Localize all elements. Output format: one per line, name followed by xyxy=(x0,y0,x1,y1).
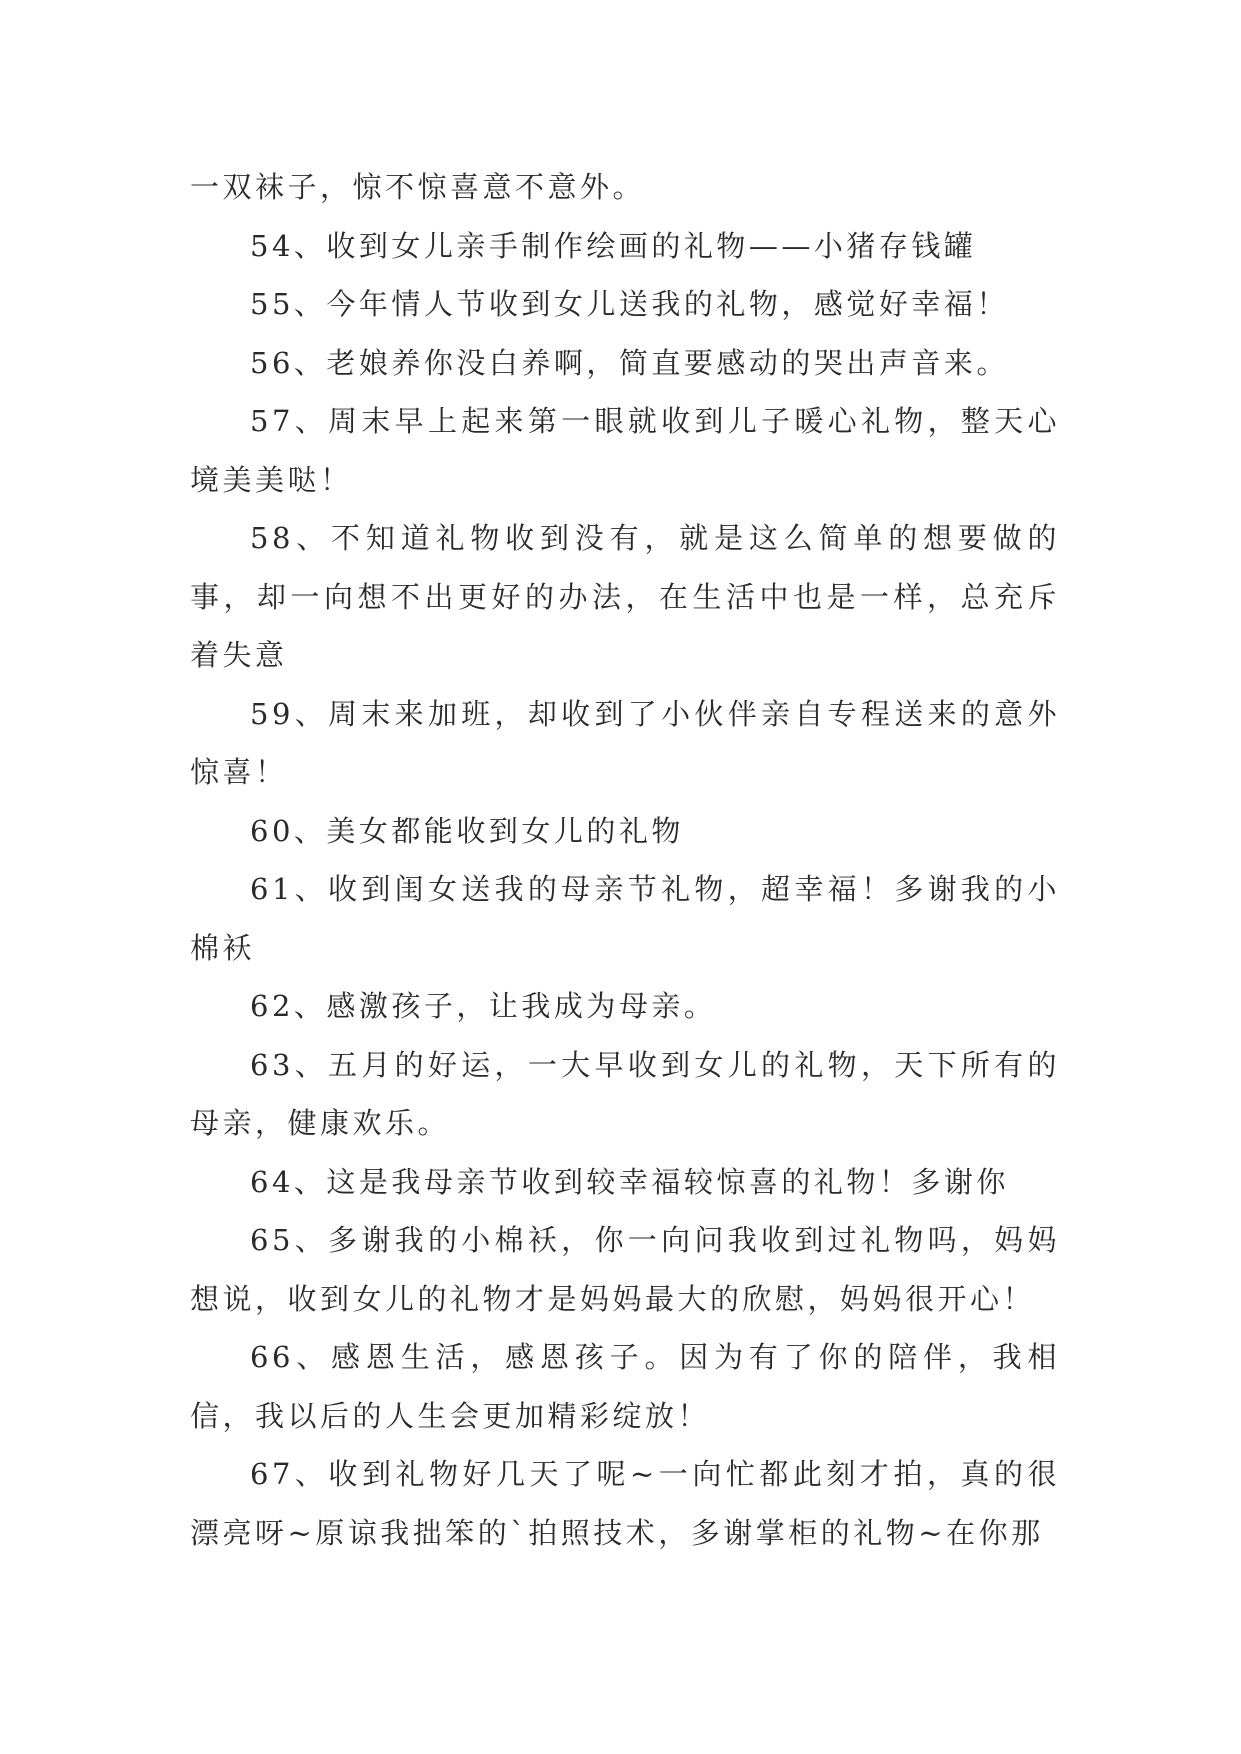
paragraph-item-57: 57、周末早上起来第一眼就收到儿子暖心礼物，整天心境美美哒！ xyxy=(190,404,1060,497)
paragraph-item-55: 55、今年情人节收到女儿送我的礼物，感觉好幸福！ xyxy=(250,287,1009,321)
paragraph-item-66: 66、感恩生活，感恩孩子。因为有了你的陪伴，我相信，我以后的人生会更加精彩绽放！ xyxy=(190,1340,1060,1433)
paragraph-item-67: 67、收到礼物好几天了呢~一向忙都此刻才拍，真的很漂亮呀~原谅我拙笨的`拍照技术，多谢掌柜的礼物~在你那 xyxy=(190,1457,1060,1550)
paragraph-item-64: 64、这是我母亲节收到较幸福较惊喜的礼物！多谢你 xyxy=(250,1164,1009,1199)
paragraph-item-56: 56、老娘养你没白养啊，简直要感动的哭出声音来。 xyxy=(250,345,1009,380)
paragraph-item-63: 63、五月的好运，一大早收到女儿的礼物，天下所有的母亲，健康欢乐。 xyxy=(190,1047,1060,1140)
paragraph-item-60: 60、美女都能收到女儿的礼物 xyxy=(250,813,684,848)
paragraph-item-61: 61、收到闺女送我的母亲节礼物，超幸福！多谢我的小棉袄 xyxy=(190,872,1060,965)
paragraph-item-58: 58、不知道礼物收到没有，就是这么简单的想要做的事，却一向想不出更好的办法，在生活中也是一样，总充斥着失意 xyxy=(190,521,1060,672)
paragraph-item-54: 54、收到女儿亲手制作绘画的礼物——小猪存钱罐 xyxy=(250,228,977,263)
paragraph-continuation: 一双袜子，惊不惊喜意不意外。 xyxy=(190,170,646,204)
paragraph-item-62: 62、感激孩子，让我成为母亲。 xyxy=(250,989,717,1023)
document-body xyxy=(190,158,1060,1562)
paragraph-item-59: 59、周末来加班，却收到了小伙伴亲自专程送来的意外惊喜！ xyxy=(190,696,1060,789)
paragraph-item-65: 65、多谢我的小棉袄，你一向问我收到过礼物吗，妈妈想说，收到女儿的礼物才是妈妈最大的欣慰，妈妈很开心！ xyxy=(190,1223,1060,1316)
